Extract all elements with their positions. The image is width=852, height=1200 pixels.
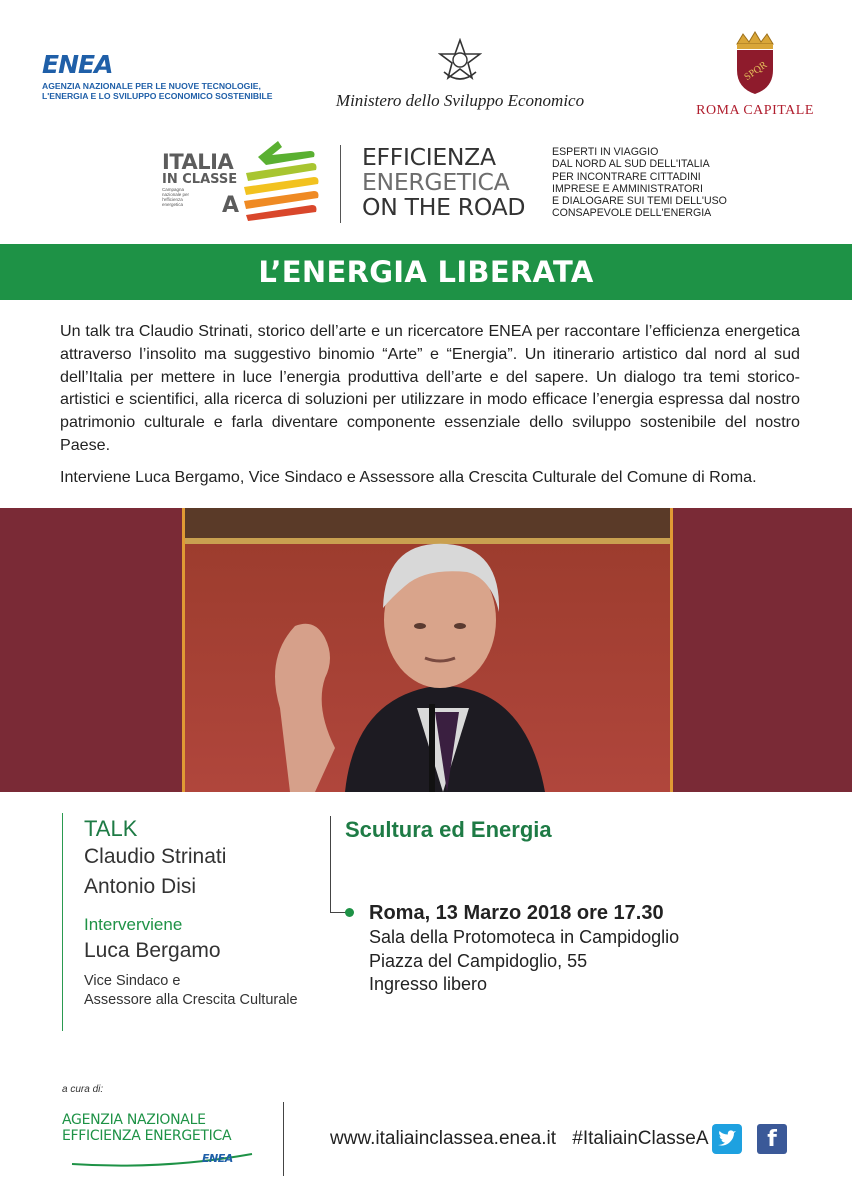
efficienza-label: EFFICIENZA bbox=[362, 143, 496, 171]
campaign-divider bbox=[340, 145, 341, 223]
agenzia-line-2: EFFICIENZA ENERGETICA bbox=[62, 1128, 232, 1144]
event-details bbox=[369, 900, 679, 997]
enea-wordmark: ENEA bbox=[42, 50, 113, 79]
intro-text bbox=[60, 320, 800, 489]
hashtag-label: #ItaliainClasseA bbox=[572, 1128, 709, 1149]
interviene-label: Interverviene bbox=[84, 915, 183, 934]
campaign-description-line: ESPERTI IN VIAGGIO bbox=[552, 146, 659, 158]
website-link[interactable]: www.italiainclassea.enea.it bbox=[330, 1128, 557, 1149]
in-classe-label: IN CLASSE bbox=[162, 172, 238, 187]
talk-divider bbox=[62, 813, 63, 1031]
italian-emblem-icon bbox=[438, 38, 482, 84]
footer-divider bbox=[283, 1102, 284, 1176]
a-cura-label: a cura di: bbox=[62, 1084, 104, 1095]
on-the-road-label: ON THE ROAD bbox=[362, 193, 526, 221]
talk-info bbox=[84, 816, 298, 1009]
italia-label: ITALIA bbox=[162, 150, 234, 174]
speaker-name: Claudio Strinati bbox=[84, 845, 227, 868]
event-date: Roma, 13 Marzo 2018 ore 17.30 bbox=[369, 902, 664, 924]
facebook-icon[interactable]: f bbox=[757, 1124, 787, 1154]
ministero-name: Ministero dello Sviluppo Economico bbox=[335, 91, 585, 110]
campagna-label: Campagna nazionale per l'efficienza energetica bbox=[162, 187, 190, 207]
campaign-description-line: IMPRESE E AMMINISTRATORI bbox=[552, 182, 703, 195]
campaign-description bbox=[552, 146, 727, 220]
intro-paragraph-1: Un talk tra Claudio Strinati, storico dell’arte e un ricercatore ENEA per raccontare l’efficienza energetica attraverso l’insolito ma suggestivo binomio “Arte” e “Energia”. Un itinerario artistico dal nord al sud dell’Italia per mettere in luce l’energia produttiva dell’arte e del sapere. Un dialogo tra temi storico-artistici e scientifici, alla ricerca di soluzioni per utilizzare in modo efficace l’energia espressa dal nostro patrimonio culturale e farla diventare componente essenziale dello sviluppo sostenibile del nostro Paese. bbox=[60, 322, 800, 454]
talk-label: TALK bbox=[84, 816, 138, 841]
campaign-description-line: PER INCONTRARE CITTADINI bbox=[552, 170, 701, 183]
roma-capitale-name: ROMA CAPITALE bbox=[696, 103, 814, 118]
energy-class-stripes-icon bbox=[238, 139, 320, 221]
title-band bbox=[0, 244, 852, 300]
event-bullet-dot bbox=[345, 908, 354, 917]
event-connector-vertical bbox=[330, 816, 331, 912]
enea-subtitle-line-2: L'ENERGIA E LO SVILUPPO ECONOMICO SOSTENIBILE bbox=[42, 91, 273, 101]
interviene-role bbox=[84, 972, 298, 1009]
speaker-photo bbox=[182, 508, 673, 792]
roma-crest-text: SPQR bbox=[742, 59, 770, 83]
energetica-label: ENERGETICA bbox=[362, 168, 510, 196]
twitter-icon[interactable] bbox=[712, 1124, 742, 1154]
class-a-letter: A bbox=[222, 193, 240, 218]
ministero-logo bbox=[330, 38, 590, 111]
page-title: L’ENERGIA LIBERATA bbox=[258, 255, 594, 289]
event-subtitle: Scultura ed Energia bbox=[345, 817, 552, 842]
speaker-name: Antonio Disi bbox=[84, 875, 197, 898]
footer-links bbox=[330, 1128, 709, 1150]
energy-class-stripes bbox=[238, 139, 320, 226]
intro-paragraph-2: Interviene Luca Bergamo, Vice Sindaco e Assessore alla Crescita Culturale del Comune di Roma. bbox=[60, 467, 757, 486]
interviene-name: Luca Bergamo bbox=[84, 939, 221, 962]
campaign-description-line: DAL NORD AL SUD DELL'ITALIA bbox=[552, 158, 710, 171]
italia-in-classe-a-logo bbox=[162, 150, 242, 218]
agenzia-logo bbox=[62, 1112, 233, 1165]
role-line: Assessore alla Crescita Culturale bbox=[84, 991, 298, 1008]
event-entry: Ingresso libero bbox=[369, 974, 488, 994]
role-line: Vice Sindaco e bbox=[84, 973, 181, 989]
event-venue: Sala della Protomoteca in Campidoglio bbox=[369, 927, 680, 947]
event-address: Piazza del Campidoglio, 55 bbox=[369, 950, 588, 971]
speaker-photo-illustration bbox=[185, 508, 670, 792]
roma-capitale-logo bbox=[690, 30, 820, 119]
enea-subtitle bbox=[42, 81, 272, 101]
efficienza-on-the-road-logo bbox=[362, 145, 525, 220]
campaign-description-line: CONSAPEVOLE DELL'ENERGIA bbox=[552, 207, 712, 220]
enea-logo bbox=[42, 52, 272, 101]
roma-crest-icon bbox=[729, 30, 781, 96]
agenzia-enea-mark: ENEA bbox=[202, 1152, 233, 1165]
campaign-description-line: E DIALOGARE SUI TEMI DELL'USO bbox=[552, 195, 727, 208]
enea-subtitle-line-1: AGENZIA NAZIONALE PER LE NUOVE TECNOLOGIE, bbox=[42, 81, 261, 91]
agenzia-line-1: AGENZIA NAZIONALE bbox=[62, 1112, 206, 1128]
